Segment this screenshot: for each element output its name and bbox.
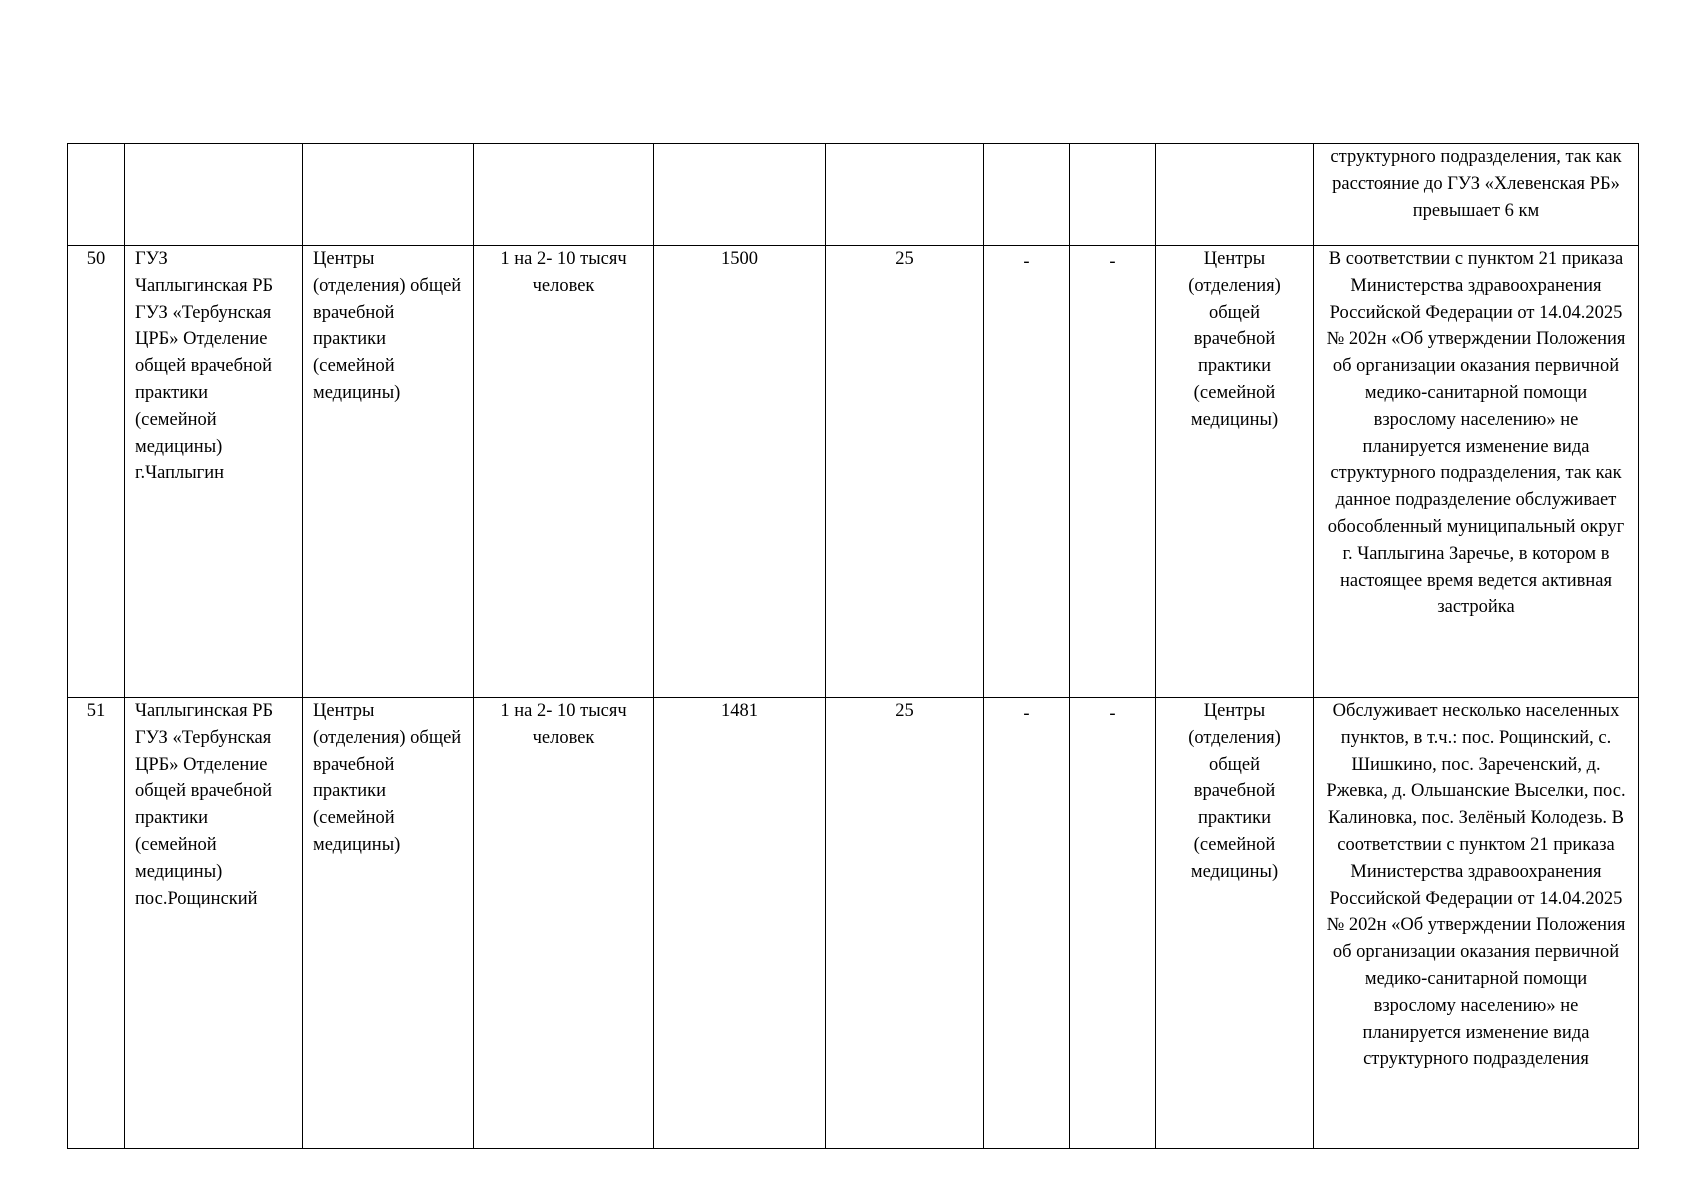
table-row [68,698,1639,1149]
cell-col8 [1070,144,1156,246]
cell-number: 50 [68,246,125,698]
cell-organization [125,144,303,246]
cell-number [68,144,125,246]
cell-distance: 25 [826,246,984,698]
cell-distance: 25 [826,698,984,1149]
cell-distance [826,144,984,246]
cell-organization: Чаплыгинская РБ ГУЗ «Тербунская ЦРБ» Отделение общей врачебной практики (семейной медицины) пос.Рощинский [125,698,303,1149]
cell-note: структурного подразделения, так как расстояние до ГУЗ «Хлевенская РБ» превышает 6 км [1314,144,1639,246]
cell-planned-type: Центры (отделения) общей врачебной практики (семейной медицины) [1156,246,1314,698]
cell-population [654,144,826,246]
cell-note: Обслуживает несколько населенных пунктов, в т.ч.: пос. Рощинский, с. Шишкино, пос. Зареченский, д. Ржевка, д. Ольшанские Выселки, пос. Калиновка, пос. Зелёный Колодезь. В соответствии с пунктом 21 приказа Министерства здравоохранения Российской Федерации от 14.04.2025 № 202н «Об утверждении Положения об организации оказания первичной медико-санитарной помощи взрослому населению» не планируется изменение вида структурного подразделения [1314,698,1639,1149]
cell-organization: ГУЗ Чаплыгинская РБ ГУЗ «Тербунская ЦРБ» Отделение общей врачебной практики (семейной медицины) г.Чаплыгин [125,246,303,698]
cell-col7: - [984,698,1070,1149]
facilities-table [67,143,1639,1149]
table-row-continuation [68,144,1639,246]
cell-population: 1500 [654,246,826,698]
cell-norm [474,144,654,246]
cell-planned-type [1156,144,1314,246]
cell-note: В соответствии с пунктом 21 приказа Министерства здравоохранения Российской Федерации от 14.04.2025 № 202н «Об утверждении Положения об организации оказания первичной медико-санитарной помощи взрослому населению» не планируется изменение вида структурного подразделения, так как данное подразделение обслуживает обособленный муниципальный округ г. Чаплыгина Заречье, в котором в настоящее время ведется активная застройка [1314,246,1639,698]
cell-col8: - [1070,698,1156,1149]
cell-unit-type [303,144,474,246]
cell-col7 [984,144,1070,246]
cell-unit-type: Центры (отделения) общей врачебной практики (семейной медицины) [303,698,474,1149]
cell-col8: - [1070,246,1156,698]
cell-norm: 1 на 2- 10 тысяч человек [474,698,654,1149]
cell-norm: 1 на 2- 10 тысяч человек [474,246,654,698]
cell-planned-type: Центры (отделения) общей врачебной практики (семейной медицины) [1156,698,1314,1149]
cell-population: 1481 [654,698,826,1149]
cell-number: 51 [68,698,125,1149]
cell-col7: - [984,246,1070,698]
table-row [68,246,1639,698]
cell-unit-type: Центры (отделения) общей врачебной практики (семейной медицины) [303,246,474,698]
